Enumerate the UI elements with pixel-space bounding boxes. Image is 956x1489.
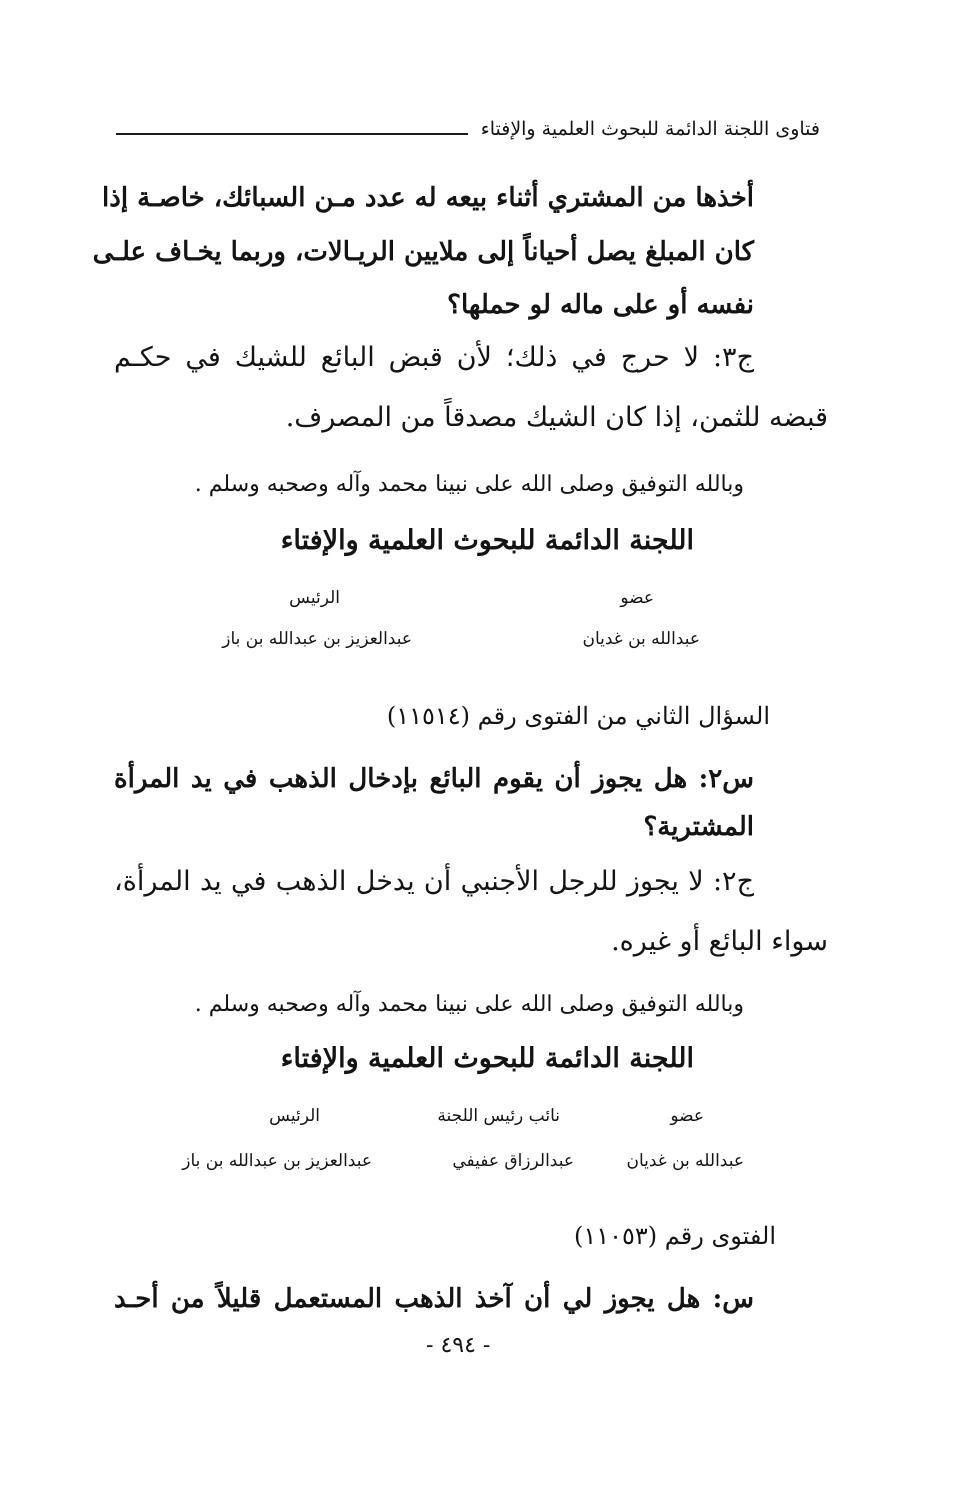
- signature-title: نائب رئيس اللجنة: [437, 1106, 560, 1126]
- answer-line: قبضه للثمن، إذا كان الشيك مصدقاً من المصرف.: [285, 402, 828, 433]
- question-line: نفسه أو على ماله لو حملها؟: [447, 290, 754, 320]
- question-line: كان المبلغ يصل أحياناً إلى ملايين الريـالات، وربما يخـاف علـى: [92, 237, 754, 267]
- question-line: المشترية؟: [643, 812, 754, 842]
- question-line: س٢: هل يجوز أن يقوم البائع بإدخال الذهب في يد المرأة: [114, 764, 754, 794]
- fatwa-heading: السؤال الثاني من الفتوى رقم (١١٥١٤): [386, 702, 770, 730]
- signature-name: عبدالعزيز بن عبدالله بن باز: [182, 1151, 372, 1171]
- signature-name: عبدالرزاق عفيفي: [452, 1151, 574, 1171]
- committee-name: اللجنة الدائمة للبحوث العلمية والإفتاء: [280, 1043, 694, 1074]
- signature-title: عضو: [620, 588, 654, 608]
- committee-name: اللجنة الدائمة للبحوث العلمية والإفتاء: [280, 525, 694, 556]
- running-header: فتاوى اللجنة الدائمة للبحوث العلمية والإفتاء: [480, 118, 820, 140]
- signature-name: عبدالله بن غديان: [626, 1151, 744, 1171]
- question-line: س: هل يجوز لي أن آخذ الذهب المستعمل قليلاً من أحـد: [114, 1284, 754, 1314]
- signature-name: عبدالعزيز بن عبدالله بن باز: [222, 629, 412, 649]
- answer-line: سواء البائع أو غيره.: [611, 926, 828, 957]
- header-rule: [116, 133, 468, 135]
- fatwa-heading: الفتوى رقم (١١٠٥٣): [573, 1222, 776, 1250]
- signature-title: عضو: [670, 1106, 704, 1126]
- question-line: أخذها من المشتري أثناء بيعه له عدد مـن السبائك، خاصـة إذا: [102, 183, 754, 213]
- answer-line: ج٣: لا حرج في ذلك؛ لأن قبض البائع للشيك في حكـم: [114, 342, 754, 373]
- signature-name: عبدالله بن غديان: [582, 629, 700, 649]
- closing-formula: وبالله التوفيق وصلى الله على نبينا محمد وآله وصحبه وسلم .: [194, 992, 744, 1017]
- page-number: - ٤٩٤ -: [426, 1333, 491, 1358]
- closing-formula: وبالله التوفيق وصلى الله على نبينا محمد وآله وصحبه وسلم .: [194, 472, 744, 497]
- signature-title: الرئيس: [289, 588, 340, 608]
- answer-line: ج٢: لا يجوز للرجل الأجنبي أن يدخل الذهب في يد المرأة،: [114, 866, 754, 897]
- signature-title: الرئيس: [269, 1106, 320, 1126]
